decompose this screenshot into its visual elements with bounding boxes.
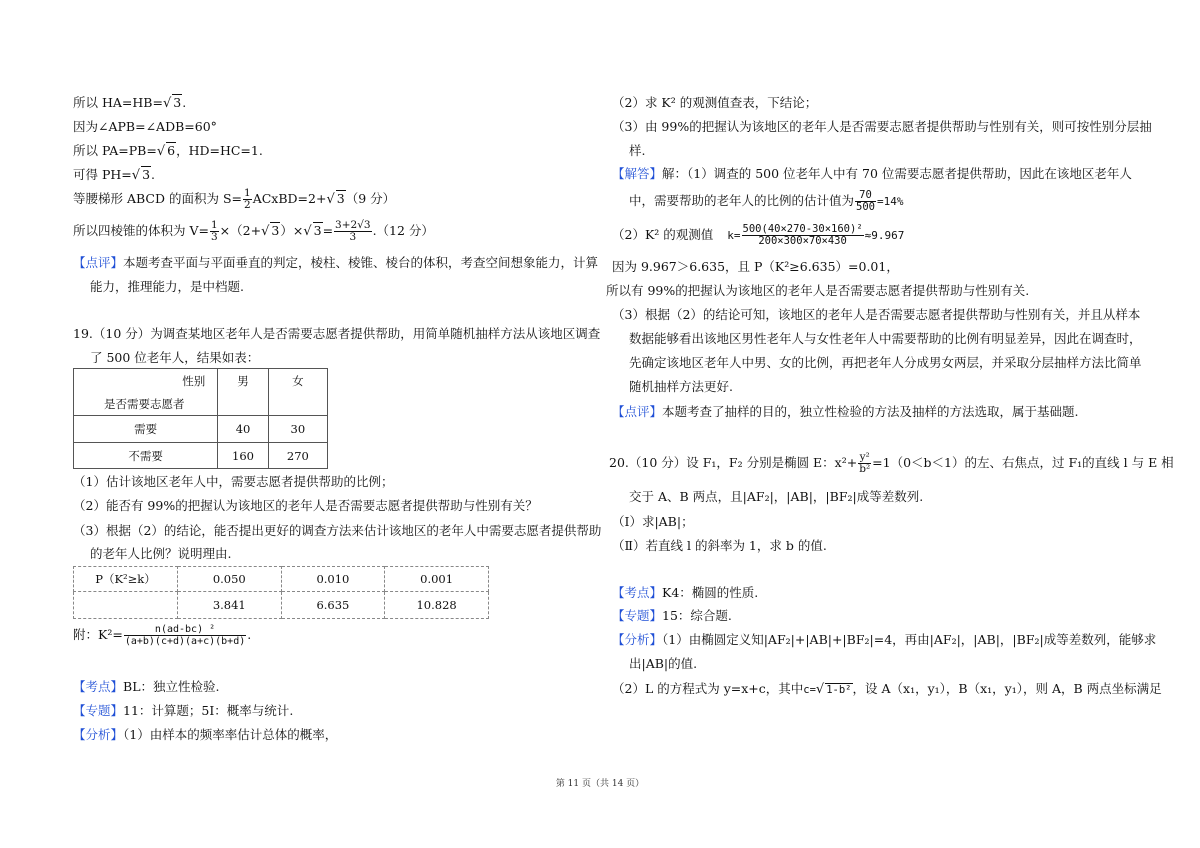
- comment-tag: 【点评】: [612, 404, 663, 419]
- table-cell: 30: [268, 416, 327, 443]
- table-header-diagonal: 性别 是否需要志愿者: [74, 369, 218, 416]
- answer-line: 先确定该地区老年人中男、女的比例，再把老年人分成男女两层，并采取分层抽样方法比简单: [629, 355, 1142, 370]
- answer-line: （3）根据（2）的结论可知，该地区的老年人是否需要志愿者提供帮助与性别有关，并且从样本: [612, 307, 1141, 322]
- table-cell: 0.001: [385, 567, 489, 592]
- answer-line: 数据能够看出该地区男性老年人与女性老年人中需要帮助的比例有明显差异，因此在调查时，: [629, 331, 1142, 346]
- zhuanti-line: 【专题】15：综合题.: [612, 608, 732, 623]
- fraction: $\frac{1}{3}$: [210, 219, 218, 243]
- table-cell: P（K²≥k）: [74, 567, 178, 592]
- solution-line: 所以 HA=HB=√ 3.: [73, 95, 187, 111]
- zhuanti-line: 【专题】11：计算题；5I：概率与统计.: [73, 703, 294, 718]
- survey-table: [73, 368, 328, 469]
- answer-line: 因为 9.967＞6.635，且 P（K²≥6.635）=0.01，: [612, 259, 899, 274]
- comment-line: 【点评】本题考查平面与平面垂直的判定，棱柱、棱锥、棱台的体积，考查空间想象能力，计算: [73, 255, 599, 270]
- sub-question: （Ⅰ）求|AB|；: [612, 514, 694, 529]
- table-header-male: 男: [218, 369, 268, 416]
- fenxi-line: 【分析】（1）由样本的频率率估计总体的概率，: [73, 727, 338, 742]
- zhuanti-tag: 【专题】: [73, 703, 124, 718]
- solution-line: 可得 PH=√ 3.: [73, 167, 155, 183]
- question-19-line: 19.（10 分）为调查某地区老年人是否需要志愿者提供帮助，用简单随机抽样方法从该地区调查: [73, 326, 601, 341]
- fraction: $\frac{\text{500(40×270-30×160)²}}{200\times 300\times 70\times 430}$: [742, 223, 863, 247]
- comment-line: 【点评】本题考查了抽样的目的，独立性检验的方法及抽样的方法选取，属于基础题.: [612, 404, 1079, 419]
- table-row-label: 不需要: [74, 443, 218, 469]
- sub-question: （1）估计该地区老年人中，需要志愿者提供帮助的比例；: [73, 474, 394, 489]
- fenxi-tag: 【分析】: [73, 727, 124, 742]
- fraction: $\frac{\text{n(ad-bc) ²}}{(a+b)(c+d)(a+c)(b+d)}$: [124, 624, 246, 647]
- table-cell: 0.010: [281, 567, 385, 592]
- sub-question: （3）根据（2）的结论，能否提出更好的调查方法来估计该地区的老年人中需要志愿者提供帮助: [73, 523, 602, 538]
- answer-line: 随机抽样方法更好.: [629, 379, 733, 394]
- comment-tag: 【点评】: [73, 255, 124, 270]
- page-number: 第 11 页（共 14 页）: [555, 779, 645, 789]
- fraction: $\frac{3+2√3}{3}$: [335, 219, 371, 243]
- table-cell: 40: [218, 416, 268, 443]
- answer-line: （2）K² 的观测值 k= $\frac{\text{500(40×270-30×160)²}}{200\times 300\times 70\times 430}$ ≈9.967: [612, 223, 905, 247]
- analysis-line: （2）求 K² 的观测值查表，下结论；: [612, 95, 818, 110]
- sub-question: （Ⅱ）若直线 l 的斜率为 1，求 b 的值.: [612, 538, 827, 553]
- fenxi-line: 【分析】（1）由椭圆定义知|AF₂|+|AB|+|BF₂|=4，再由|AF₂|，|AB|，|BF₂|成等差数列，能够求: [612, 632, 1157, 647]
- fenxi-line: 出|AB|的值.: [629, 656, 698, 671]
- table-header-female: 女: [268, 369, 327, 416]
- fraction: $\frac{1}{2}$: [244, 187, 251, 211]
- kaodian-line: 【考点】BL：独立性检验.: [73, 679, 220, 694]
- fenxi-tag: 【分析】: [612, 632, 663, 647]
- comment-line: 能力，推理能力，是中档题.: [90, 279, 244, 294]
- table-cell: 10.828: [385, 592, 489, 619]
- question-20-line: 20.（10 分）设 F₁，F₂ 分别是椭圆 E：x²+ $\frac{\text{y²}}{\text{b²}}$ =1（0＜b＜1）的左、右焦点，过 F₁的直线 l 与 E 相: [609, 451, 1174, 475]
- formula-line: 附：K²= $\frac{\text{n(ad-bc) ²}}{(a+b)(c+d)(a+c)(b+d)}$ .: [73, 624, 252, 647]
- solution-line: 所以四棱锥的体积为 V= $\frac{1}{3}$ ×（2+√ 3）×√ 3= $\frac{3+2√3}{3}$ .（12 分）: [73, 219, 434, 243]
- solution-line: 等腰梯形 ABCD 的面积为 S= $\frac{1}{2}$ ACxBD=2+√ 3（9 分）: [73, 187, 396, 211]
- answer-line: 所以有 99%的把握认为该地区的老年人是否需要志愿者提供帮助与性别有关.: [606, 283, 1030, 298]
- fraction: $\frac{\text{y²}}{\text{b²}}$: [859, 451, 871, 475]
- table-row-label: 需要: [74, 416, 218, 443]
- kaodian-tag: 【考点】: [612, 585, 663, 600]
- solution-line: 因为∠APB=∠ADB=60°: [73, 119, 217, 134]
- question-20-line: 交于 A、B 两点，且|AF₂|，|AB|，|BF₂|成等差数列.: [629, 489, 924, 504]
- kaodian-line: 【考点】K4：椭圆的性质.: [612, 585, 759, 600]
- fraction: $\frac{70}{500}$: [856, 189, 875, 213]
- critical-value-table: [73, 566, 489, 619]
- analysis-line: （3）由 99%的把握认为该地区的老年人是否需要志愿者提供帮助与性别有关，则可按性别分层抽: [612, 119, 1152, 134]
- sub-question: 的老年人比例？说明理由.: [90, 546, 232, 561]
- answer-line: 【解答】解：（1）调查的 500 位老年人中有 70 位需要志愿者提供帮助，因此在该地区老年人: [612, 166, 1132, 181]
- kaodian-tag: 【考点】: [73, 679, 124, 694]
- table-cell: 270: [268, 443, 327, 469]
- zhuanti-tag: 【专题】: [612, 608, 663, 623]
- answer-tag: 【解答】: [612, 166, 663, 181]
- table-cell: 3.841: [178, 592, 282, 619]
- table-cell: 160: [218, 443, 268, 469]
- fenxi-line: （2）L 的方程式为 y=x+c，其中c=√ 1-b²，设 A（x₁，y₁），B（x₁，y₁），则 A，B 两点坐标满足: [612, 681, 1162, 697]
- table-cell: 0.050: [178, 567, 282, 592]
- analysis-line: 样.: [629, 143, 646, 158]
- sub-question: （2）能否有 99%的把握认为该地区的老年人是否需要志愿者提供帮助与性别有关？: [73, 498, 538, 513]
- table-cell: [74, 592, 178, 619]
- question-19-line: 了 500 位老年人，结果如表：: [90, 350, 260, 365]
- table-cell: 6.635: [281, 592, 385, 619]
- solution-line: 所以 PA=PB=√ 6，HD=HC=1.: [73, 143, 263, 159]
- answer-line: 中，需要帮助的老年人的比例的估计值为 $\frac{70}{500}$ =14%: [629, 189, 904, 213]
